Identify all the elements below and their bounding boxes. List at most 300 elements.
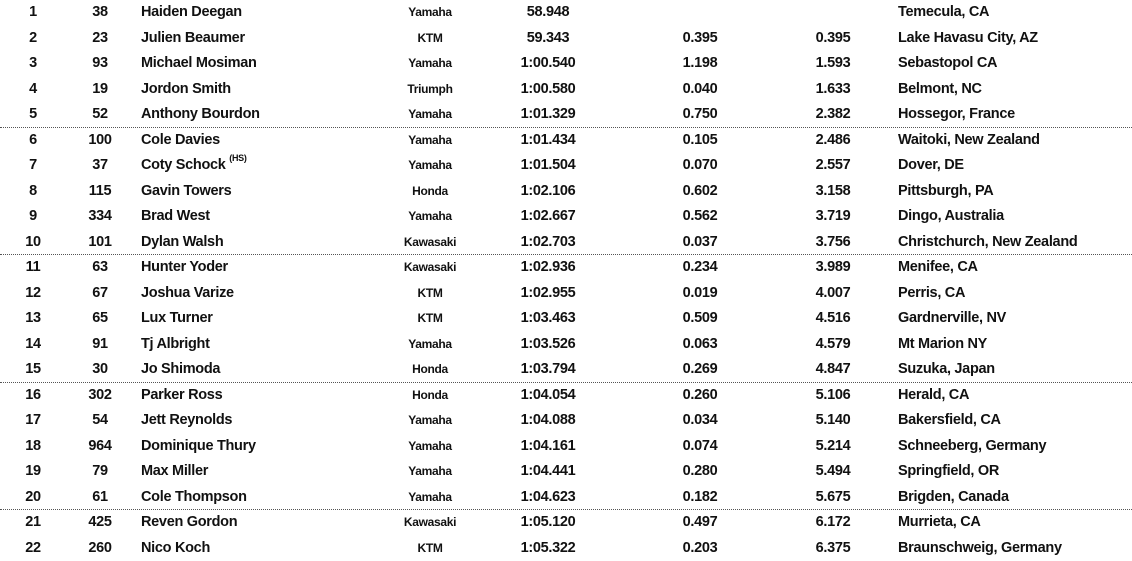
hometown-cell bbox=[898, 357, 995, 383]
rider-name-cell bbox=[141, 357, 220, 383]
diff-cell-text: 2.486 bbox=[815, 131, 851, 148]
make-cell-text: Yamaha bbox=[408, 56, 452, 70]
rider-name-cell-text: Michael Mosiman bbox=[141, 55, 257, 71]
table-row bbox=[0, 306, 1132, 332]
position-cell-text: 18 bbox=[25, 437, 41, 454]
diff-cell-text: 4.579 bbox=[815, 335, 851, 352]
position-cell-text: 3 bbox=[29, 55, 37, 71]
lap-time-cell bbox=[490, 204, 606, 230]
rider-name-cell-text: Gavin Towers bbox=[141, 182, 232, 199]
lap-time-cell-text: 1:02.936 bbox=[520, 259, 576, 275]
hometown-cell-text: Perris, CA bbox=[898, 284, 966, 301]
diff-cell-text: 5.140 bbox=[815, 412, 851, 428]
rider-name-cell bbox=[141, 51, 257, 77]
lap-time-cell bbox=[490, 26, 606, 52]
bike-number-cell bbox=[75, 510, 125, 536]
gap-cell-text: 0.497 bbox=[682, 514, 718, 530]
table-row bbox=[0, 383, 1132, 409]
position-cell bbox=[13, 383, 53, 409]
table-row bbox=[0, 230, 1132, 256]
position-cell-text: 20 bbox=[25, 488, 41, 505]
position-cell bbox=[13, 281, 53, 307]
table-row bbox=[0, 204, 1132, 230]
hometown-cell-text: Dingo, Australia bbox=[898, 208, 1004, 224]
gap-cell-text: 0.105 bbox=[682, 131, 718, 148]
table-row bbox=[0, 255, 1132, 281]
gap-cell bbox=[650, 459, 750, 485]
diff-cell bbox=[783, 485, 883, 511]
make-cell-text: Honda bbox=[412, 183, 448, 198]
hometown-cell bbox=[898, 26, 1038, 52]
position-cell-text: 16 bbox=[25, 386, 41, 403]
gap-cell bbox=[650, 102, 750, 128]
position-cell bbox=[13, 306, 53, 332]
diff-cell bbox=[783, 459, 883, 485]
make-cell-text: Yamaha bbox=[408, 107, 452, 121]
bike-number-cell bbox=[75, 0, 125, 26]
make-cell-text: Yamaha bbox=[408, 132, 452, 147]
bike-number-cell bbox=[75, 332, 125, 358]
hometown-cell-text: Pittsburgh, PA bbox=[898, 182, 994, 199]
make-cell-text: KTM bbox=[417, 30, 443, 45]
hometown-cell bbox=[898, 102, 1015, 128]
rider-name-cell bbox=[141, 179, 231, 205]
gap-cell-text: 0.074 bbox=[682, 437, 718, 454]
bike-number-cell bbox=[75, 536, 125, 561]
lap-time-cell bbox=[490, 536, 606, 561]
bike-number-cell-text: 19 bbox=[92, 80, 108, 97]
hometown-cell bbox=[898, 204, 1004, 230]
rider-name-cell-text: Cole Davies bbox=[141, 131, 220, 148]
hometown-cell-text: Mt Marion NY bbox=[898, 335, 988, 352]
lap-time-cell bbox=[490, 510, 606, 536]
bike-number-cell bbox=[75, 153, 125, 179]
position-cell bbox=[13, 434, 53, 460]
hometown-cell-text: Belmont, NC bbox=[898, 80, 982, 97]
bike-number-cell-text: 61 bbox=[92, 488, 108, 505]
hometown-cell-text: Sebastopol CA bbox=[898, 55, 998, 71]
hometown-cell bbox=[898, 536, 1062, 561]
bike-number-cell-text: 334 bbox=[88, 208, 112, 224]
lap-time-cell bbox=[490, 459, 606, 485]
diff-cell bbox=[783, 306, 883, 332]
rider-name-cell bbox=[141, 153, 247, 179]
make-cell bbox=[370, 332, 490, 358]
make-cell bbox=[370, 0, 490, 26]
bike-number-cell-text: 260 bbox=[88, 539, 112, 556]
diff-cell-text: 2.557 bbox=[815, 157, 851, 173]
diff-cell bbox=[783, 102, 883, 128]
rider-name-cell bbox=[141, 204, 210, 230]
lap-time-cell-text: 59.343 bbox=[526, 29, 570, 46]
make-cell-text: Honda bbox=[412, 387, 448, 402]
table-row bbox=[0, 77, 1132, 103]
rider-name-cell-text: Cole Thompson bbox=[141, 488, 247, 505]
diff-cell bbox=[783, 153, 883, 179]
position-cell bbox=[13, 230, 53, 256]
lap-time-cell bbox=[490, 230, 606, 256]
rider-name-cell bbox=[141, 383, 222, 409]
lap-time-cell-text: 1:04.623 bbox=[520, 488, 576, 505]
diff-cell-text: 5.106 bbox=[815, 386, 851, 403]
rider-name-cell-text: Brad West bbox=[141, 208, 210, 224]
gap-cell-text: 0.070 bbox=[682, 157, 718, 173]
bike-number-cell-text: 93 bbox=[92, 55, 108, 71]
rider-name-cell bbox=[141, 281, 234, 307]
bike-number-cell bbox=[75, 179, 125, 205]
make-cell bbox=[370, 434, 490, 460]
diff-cell bbox=[783, 128, 883, 154]
hometown-cell bbox=[898, 179, 993, 205]
make-cell bbox=[370, 408, 490, 434]
bike-number-cell bbox=[75, 230, 125, 256]
lap-time-cell-text: 1:01.434 bbox=[520, 131, 576, 148]
table-row bbox=[0, 179, 1132, 205]
diff-cell bbox=[783, 357, 883, 383]
lap-time-cell bbox=[490, 128, 606, 154]
rider-name-cell bbox=[141, 230, 223, 256]
bike-number-cell bbox=[75, 306, 125, 332]
diff-cell-text: 3.158 bbox=[815, 182, 851, 199]
gap-cell-text: 1.198 bbox=[682, 55, 718, 71]
hometown-cell-text: Temecula, CA bbox=[898, 4, 990, 20]
bike-number-cell-text: 37 bbox=[92, 157, 108, 173]
lap-time-cell-text: 1:02.106 bbox=[520, 182, 576, 199]
hometown-cell-text: Schneeberg, Germany bbox=[898, 437, 1047, 454]
lap-time-cell bbox=[490, 357, 606, 383]
hometown-cell-text: Braunschweig, Germany bbox=[898, 539, 1062, 556]
bike-number-cell-text: 23 bbox=[92, 29, 108, 46]
position-cell bbox=[13, 332, 53, 358]
hometown-cell bbox=[898, 77, 982, 103]
diff-cell bbox=[783, 230, 883, 256]
position-cell bbox=[13, 408, 53, 434]
gap-cell bbox=[650, 306, 750, 332]
make-cell-text: Yamaha bbox=[408, 158, 452, 172]
make-cell bbox=[370, 485, 490, 511]
hometown-cell-text: Lake Havasu City, AZ bbox=[898, 29, 1038, 46]
bike-number-cell bbox=[75, 459, 125, 485]
position-cell bbox=[13, 51, 53, 77]
rider-name-cell bbox=[141, 408, 232, 434]
position-cell bbox=[13, 204, 53, 230]
hometown-cell bbox=[898, 510, 981, 536]
make-cell bbox=[370, 357, 490, 383]
make-cell bbox=[370, 459, 490, 485]
table-row bbox=[0, 408, 1132, 434]
diff-cell-text: 0.395 bbox=[815, 29, 851, 46]
rider-name-cell bbox=[141, 332, 210, 358]
lap-time-cell bbox=[490, 153, 606, 179]
gap-cell bbox=[650, 510, 750, 536]
make-cell bbox=[370, 204, 490, 230]
position-cell-text: 17 bbox=[25, 412, 41, 428]
lap-time-cell-text: 1:05.322 bbox=[520, 539, 576, 556]
gap-cell bbox=[650, 153, 750, 179]
gap-cell bbox=[650, 536, 750, 561]
make-cell bbox=[370, 255, 490, 281]
bike-number-cell-text: 79 bbox=[92, 463, 108, 479]
table-row bbox=[0, 485, 1132, 511]
hometown-cell bbox=[898, 51, 997, 77]
make-cell bbox=[370, 281, 490, 307]
diff-cell-text: 5.494 bbox=[815, 463, 851, 479]
make-cell-text: Kawasaki bbox=[403, 515, 457, 529]
bike-number-cell-text: 425 bbox=[88, 514, 112, 530]
bike-number-cell bbox=[75, 357, 125, 383]
lap-time-cell-text: 1:04.088 bbox=[520, 412, 576, 428]
bike-number-cell bbox=[75, 77, 125, 103]
position-cell-text: 15 bbox=[25, 361, 41, 377]
lap-time-cell-text: 58.948 bbox=[526, 4, 570, 20]
hometown-cell bbox=[898, 128, 1040, 154]
gap-cell-text: 0.269 bbox=[682, 361, 718, 377]
gap-cell-text: 0.034 bbox=[682, 412, 718, 428]
diff-cell bbox=[783, 255, 883, 281]
lap-time-cell bbox=[490, 383, 606, 409]
position-cell bbox=[13, 510, 53, 536]
gap-cell-text: 0.203 bbox=[682, 539, 718, 556]
diff-cell-text: 6.172 bbox=[815, 514, 851, 530]
bike-number-cell-text: 38 bbox=[92, 4, 108, 20]
diff-cell bbox=[783, 26, 883, 52]
diff-cell bbox=[783, 281, 883, 307]
hometown-cell-text: Herald, CA bbox=[898, 386, 970, 403]
lap-time-cell-text: 1:04.161 bbox=[520, 437, 576, 454]
position-cell bbox=[13, 255, 53, 281]
gap-cell bbox=[650, 230, 750, 256]
bike-number-cell-text: 52 bbox=[92, 106, 108, 122]
bike-number-cell bbox=[75, 485, 125, 511]
make-cell-text: Kawasaki bbox=[403, 260, 457, 274]
make-cell bbox=[370, 128, 490, 154]
hometown-cell-text: Menifee, CA bbox=[898, 259, 978, 275]
lap-time-cell-text: 1:01.329 bbox=[520, 106, 576, 122]
hometown-cell bbox=[898, 153, 964, 179]
rider-name-cell bbox=[141, 536, 210, 561]
table-row bbox=[0, 434, 1132, 460]
diff-cell bbox=[783, 332, 883, 358]
lap-time-cell bbox=[490, 77, 606, 103]
gap-cell bbox=[650, 179, 750, 205]
hometown-cell-text: Suzuka, Japan bbox=[898, 361, 995, 377]
position-cell-text: 11 bbox=[25, 259, 41, 275]
bike-number-cell bbox=[75, 204, 125, 230]
make-cell-text: Honda bbox=[412, 362, 448, 376]
hometown-cell-text: Hossegor, France bbox=[898, 106, 1015, 122]
gap-cell bbox=[650, 51, 750, 77]
lap-time-cell-text: 1:00.580 bbox=[520, 80, 576, 97]
position-cell-text: 13 bbox=[25, 310, 41, 326]
rider-name-cell-text: Tj Albright bbox=[141, 335, 210, 352]
lap-time-cell-text: 1:04.054 bbox=[520, 386, 576, 403]
rider-name-cell-text: Coty Schock bbox=[141, 157, 226, 173]
gap-cell-text: 0.750 bbox=[682, 106, 718, 122]
make-cell bbox=[370, 510, 490, 536]
table-row bbox=[0, 153, 1132, 179]
rider-name-cell bbox=[141, 510, 237, 536]
rider-name-cell bbox=[141, 26, 245, 52]
lap-time-cell bbox=[490, 485, 606, 511]
gap-cell bbox=[650, 204, 750, 230]
make-cell bbox=[370, 153, 490, 179]
make-cell-text: KTM bbox=[417, 540, 443, 555]
lap-time-cell bbox=[490, 102, 606, 128]
bike-number-cell bbox=[75, 255, 125, 281]
make-cell bbox=[370, 179, 490, 205]
bike-number-cell-text: 67 bbox=[92, 284, 108, 301]
position-cell-text: 19 bbox=[25, 463, 41, 479]
lap-time-cell bbox=[490, 306, 606, 332]
bike-number-cell bbox=[75, 383, 125, 409]
table-row bbox=[0, 51, 1132, 77]
rider-name-cell-text: Dylan Walsh bbox=[141, 233, 224, 250]
position-cell bbox=[13, 102, 53, 128]
gap-cell bbox=[650, 408, 750, 434]
rider-name-cell-text: Jett Reynolds bbox=[141, 412, 233, 428]
position-cell-text: 4 bbox=[29, 80, 37, 97]
bike-number-cell bbox=[75, 434, 125, 460]
position-cell bbox=[13, 536, 53, 561]
bike-number-cell bbox=[75, 281, 125, 307]
diff-cell-text: 3.756 bbox=[815, 233, 851, 250]
make-cell bbox=[370, 306, 490, 332]
lap-time-cell-text: 1:05.120 bbox=[520, 514, 576, 530]
gap-cell bbox=[650, 128, 750, 154]
make-cell-text: Triumph bbox=[407, 81, 453, 96]
make-cell-text: Kawasaki bbox=[403, 234, 457, 249]
diff-cell-text: 4.847 bbox=[815, 361, 851, 377]
table-row bbox=[0, 26, 1132, 52]
rider-tag: (HS) bbox=[229, 153, 247, 164]
bike-number-cell-text: 91 bbox=[92, 335, 108, 352]
diff-cell-text: 3.989 bbox=[815, 259, 851, 275]
rider-name-cell-text: Reven Gordon bbox=[141, 514, 238, 530]
lap-time-cell bbox=[490, 0, 606, 26]
rider-name-cell bbox=[141, 77, 231, 103]
hometown-cell bbox=[898, 434, 1046, 460]
bike-number-cell-text: 65 bbox=[92, 310, 108, 326]
gap-cell-text: 0.234 bbox=[682, 259, 718, 275]
position-cell bbox=[13, 485, 53, 511]
diff-cell-text: 5.675 bbox=[815, 488, 851, 505]
hometown-cell-text: Christchurch, New Zealand bbox=[898, 233, 1078, 250]
gap-cell bbox=[650, 383, 750, 409]
gap-cell-text: 0.019 bbox=[682, 284, 718, 301]
rider-name-cell-text: Hunter Yoder bbox=[141, 259, 228, 275]
bike-number-cell bbox=[75, 51, 125, 77]
make-cell bbox=[370, 51, 490, 77]
rider-name-cell-text: Max Miller bbox=[141, 463, 209, 479]
hometown-cell-text: Gardnerville, NV bbox=[898, 310, 1007, 326]
gap-cell-text: 0.395 bbox=[682, 29, 718, 46]
diff-cell bbox=[783, 77, 883, 103]
gap-cell bbox=[650, 332, 750, 358]
diff-cell-text: 2.382 bbox=[815, 106, 851, 122]
bike-number-cell-text: 100 bbox=[88, 131, 112, 148]
rider-name-cell-text: Jordon Smith bbox=[141, 80, 231, 97]
lap-time-cell bbox=[490, 434, 606, 460]
diff-cell bbox=[783, 434, 883, 460]
rider-name-cell-text: Joshua Varize bbox=[141, 284, 234, 301]
bike-number-cell-text: 54 bbox=[92, 412, 108, 428]
hometown-cell-text: Brigden, Canada bbox=[898, 488, 1009, 505]
rider-name-cell-text: Dominique Thury bbox=[141, 437, 256, 454]
diff-cell-text: 5.214 bbox=[815, 437, 851, 454]
diff-cell bbox=[783, 408, 883, 434]
position-cell-text: 7 bbox=[29, 157, 37, 173]
hometown-cell bbox=[898, 230, 1077, 256]
gap-cell-text: 0.280 bbox=[682, 463, 718, 479]
hometown-cell bbox=[898, 255, 978, 281]
gap-cell-text: 0.037 bbox=[682, 233, 718, 250]
lap-time-cell-text: 1:03.526 bbox=[520, 335, 576, 352]
position-cell-text: 21 bbox=[25, 514, 41, 530]
diff-cell bbox=[783, 204, 883, 230]
rider-name-cell-text: Parker Ross bbox=[141, 386, 223, 403]
diff-cell-text: 1.633 bbox=[815, 80, 851, 97]
hometown-cell bbox=[898, 459, 999, 485]
diff-cell-text: 6.375 bbox=[815, 539, 851, 556]
diff-cell-text: 1.593 bbox=[815, 55, 851, 71]
make-cell-text: Yamaha bbox=[408, 209, 452, 223]
hometown-cell-text: Bakersfield, CA bbox=[898, 412, 1001, 428]
make-cell-text: KTM bbox=[417, 285, 443, 300]
table-row bbox=[0, 128, 1132, 154]
position-cell bbox=[13, 26, 53, 52]
make-cell bbox=[370, 102, 490, 128]
bike-number-cell-text: 115 bbox=[88, 182, 112, 199]
lap-time-cell-text: 1:02.667 bbox=[520, 208, 576, 224]
hometown-cell bbox=[898, 485, 1009, 511]
rider-name-cell bbox=[141, 434, 256, 460]
table-row bbox=[0, 332, 1132, 358]
gap-cell bbox=[650, 434, 750, 460]
table-row bbox=[0, 536, 1132, 561]
table-row bbox=[0, 281, 1132, 307]
rider-name-cell-text: Jo Shimoda bbox=[141, 361, 221, 377]
gap-cell bbox=[650, 255, 750, 281]
gap-cell-text: 0.509 bbox=[682, 310, 718, 326]
gap-cell bbox=[650, 26, 750, 52]
diff-cell bbox=[783, 383, 883, 409]
position-cell-text: 14 bbox=[25, 335, 41, 352]
hometown-cell bbox=[898, 383, 969, 409]
bike-number-cell-text: 302 bbox=[88, 386, 112, 403]
diff-cell bbox=[783, 51, 883, 77]
rider-name-cell bbox=[141, 0, 242, 26]
gap-cell-text: 0.040 bbox=[682, 80, 718, 97]
position-cell bbox=[13, 357, 53, 383]
gap-cell bbox=[650, 485, 750, 511]
rider-name-cell-text: Nico Koch bbox=[141, 539, 211, 556]
hometown-cell-text: Dover, DE bbox=[898, 157, 964, 173]
bike-number-cell bbox=[75, 408, 125, 434]
lap-time-cell-text: 1:03.794 bbox=[520, 361, 576, 377]
hometown-cell-text: Murrieta, CA bbox=[898, 514, 981, 530]
position-cell bbox=[13, 153, 53, 179]
lap-time-cell bbox=[490, 332, 606, 358]
lap-time-cell-text: 1:04.441 bbox=[520, 463, 576, 479]
rider-name-cell bbox=[141, 459, 208, 485]
gap-cell-text: 0.602 bbox=[682, 182, 718, 199]
position-cell-text: 10 bbox=[25, 233, 41, 250]
rider-name-cell bbox=[141, 255, 228, 281]
position-cell-text: 22 bbox=[25, 539, 41, 556]
diff-cell bbox=[783, 510, 883, 536]
position-cell bbox=[13, 459, 53, 485]
gap-cell bbox=[650, 281, 750, 307]
